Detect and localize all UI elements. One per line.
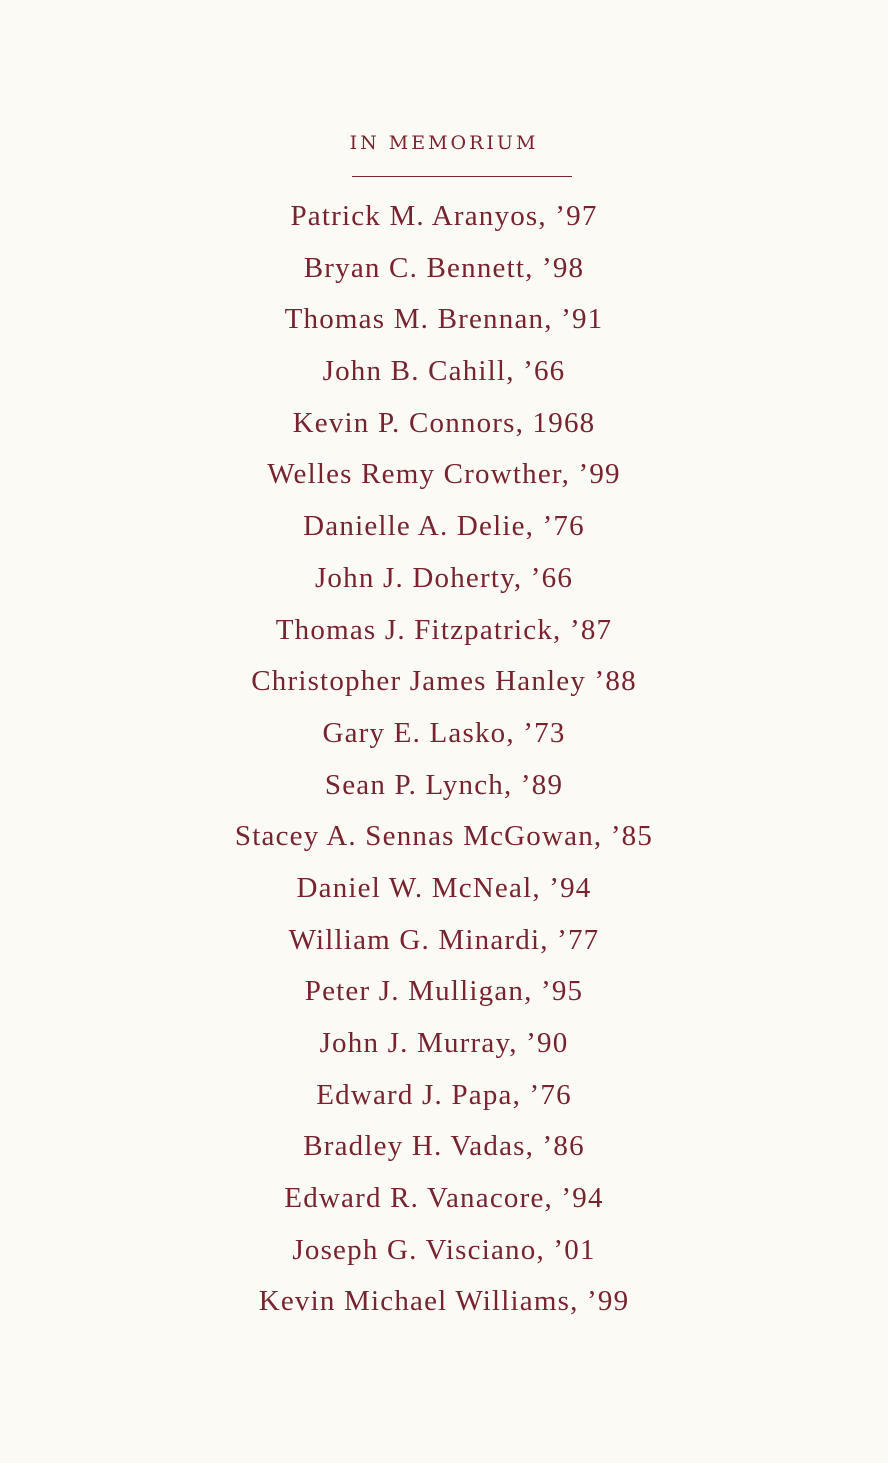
names-list [0, 196, 888, 1333]
list-item: Welles Remy Crowther, ’99 [267, 458, 621, 491]
list-item: Patrick M. Aranyos, ’97 [290, 200, 598, 232]
list-item: Kevin Michael Williams, ’99 [258, 1285, 630, 1318]
list-item: Bryan C. Bennett, ’98 [303, 251, 585, 284]
list-item: Danielle A. Delie, ’76 [303, 510, 585, 543]
list-item: Daniel W. McNeal, ’94 [296, 871, 592, 904]
list-item: John J. Doherty, ’66 [314, 561, 574, 594]
list-item: Joseph G. Visciano, ’01 [292, 1233, 596, 1266]
list-item: John B. Cahill, ’66 [322, 355, 566, 388]
list-item: Kevin P. Connors, 1968 [292, 406, 596, 439]
list-item: Edward J. Papa, ’76 [316, 1078, 572, 1111]
heading-divider [352, 176, 572, 177]
list-item: Thomas J. Fitzpatrick, ’87 [275, 613, 613, 646]
list-item: Stacey A. Sennas McGowan, ’85 [234, 820, 654, 853]
list-item: Christopher James Hanley ’88 [251, 665, 637, 698]
list-item: Gary E. Lasko, ’73 [322, 716, 566, 749]
list-item: John J. Murray, ’90 [319, 1027, 569, 1059]
page-title: IN MEMORIUM [349, 132, 539, 154]
list-item: Bradley H. Vadas, ’86 [303, 1130, 585, 1163]
list-item: Edward R. Vanacore, ’94 [284, 1182, 604, 1215]
list-item: William G. Minardi, ’77 [288, 923, 600, 956]
list-item: Sean P. Lynch, ’89 [324, 768, 564, 801]
list-item: Peter J. Mulligan, ’95 [304, 975, 584, 1008]
list-item: Thomas M. Brennan, ’91 [284, 303, 604, 336]
